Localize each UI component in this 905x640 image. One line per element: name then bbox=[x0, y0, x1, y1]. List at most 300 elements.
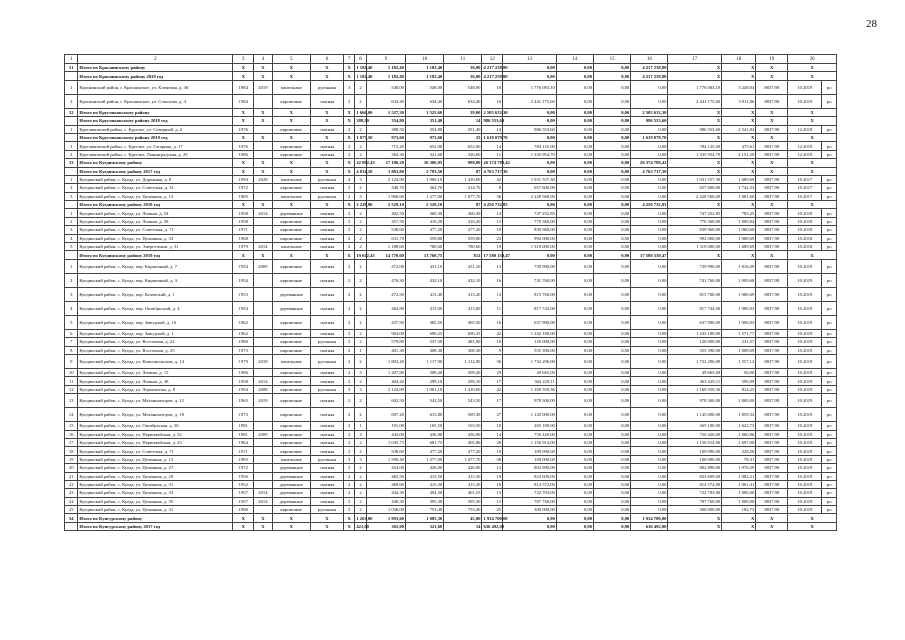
column-number: 6 bbox=[310, 55, 343, 64]
table-cell: 802 890,00 bbox=[668, 464, 722, 472]
table-cell: ро bbox=[822, 259, 837, 273]
table-cell: 8837,98 bbox=[756, 175, 788, 183]
table-cell: 472,50 bbox=[366, 287, 405, 301]
table-cell: 182,73 bbox=[722, 506, 756, 514]
table-cell: X bbox=[722, 133, 756, 141]
table-cell: 365,50 bbox=[444, 315, 482, 329]
table-cell: 410,20 bbox=[444, 217, 482, 225]
address-cell: Куединский район, с. Куеда, ул. Ленина, д. 54 bbox=[78, 209, 233, 217]
address-cell: Куединский район, с. Куеда, ул. Целинная, д. 13 bbox=[78, 192, 233, 200]
table-cell: 0,00 bbox=[594, 472, 631, 480]
table-cell: ро bbox=[822, 142, 837, 150]
table-cell: 8837,98 bbox=[756, 287, 788, 301]
table-cell: скатная bbox=[310, 184, 343, 192]
table-cell bbox=[254, 301, 273, 315]
table-cell: X bbox=[343, 72, 354, 80]
table-cell: 1 800,00 bbox=[722, 497, 756, 505]
table-cell: 8837,98 bbox=[756, 315, 788, 329]
table-cell: 0,00 bbox=[594, 142, 631, 150]
table-cell: 10 bbox=[65, 368, 78, 376]
table-cell: 2 bbox=[343, 354, 354, 368]
table-cell: 0,00 bbox=[594, 133, 631, 141]
table-cell: 10.2019 bbox=[788, 472, 822, 480]
table-cell: 1 077,70 bbox=[444, 455, 482, 463]
table-cell: 454,00 bbox=[366, 464, 405, 472]
table-cell: 0,00 bbox=[556, 430, 593, 438]
table-cell: 637 990,00 bbox=[503, 315, 557, 329]
table-cell: 2014 bbox=[254, 489, 273, 497]
table-cell: 365,00 bbox=[366, 522, 405, 530]
table-cell: 0,00 bbox=[556, 94, 593, 108]
table-cell: 1 590,40 bbox=[366, 455, 405, 463]
column-number: 4 bbox=[254, 55, 273, 64]
table-cell: 10.2018 bbox=[788, 243, 822, 251]
table-cell: 2 bbox=[343, 368, 354, 376]
table-cell: X bbox=[272, 201, 310, 209]
table-cell: 2 bbox=[343, 506, 354, 514]
table-cell: 1 619 079,70 bbox=[483, 135, 508, 141]
table-cell: 42 bbox=[482, 329, 503, 337]
address-cell: Куединский район, с. Куеда, ул. Целинная, д. 29 bbox=[78, 472, 233, 480]
table-cell: 351,40 bbox=[444, 125, 482, 133]
table-cell: 2 bbox=[343, 422, 354, 430]
table-cell: 8837,98 bbox=[756, 142, 788, 150]
column-number: 14 bbox=[556, 55, 593, 64]
table-cell: 395,30 bbox=[444, 497, 482, 505]
table-cell: 2 bbox=[343, 480, 354, 488]
table-cell: 8837,98 bbox=[756, 447, 788, 455]
table-cell: 2014 bbox=[254, 377, 273, 385]
table-cell: X bbox=[343, 108, 354, 116]
table-cell: 6 bbox=[65, 329, 78, 337]
table-cell: 964,00 bbox=[366, 329, 405, 337]
table-cell: X bbox=[756, 514, 788, 522]
table-cell: 2 bbox=[355, 301, 366, 315]
table-cell: 8837,98 bbox=[756, 455, 788, 463]
table-cell: 0,00 bbox=[594, 159, 631, 167]
table-cell: 1 732 296,00 bbox=[503, 354, 557, 368]
table-cell: ро bbox=[822, 489, 837, 497]
table-cell: 690,25 bbox=[444, 329, 482, 337]
table-cell: 1 931 557,30 bbox=[503, 175, 557, 183]
table-cell: 12.2019 bbox=[788, 142, 822, 150]
table-cell: 0,00 bbox=[594, 522, 631, 530]
table-cell: X bbox=[254, 167, 273, 175]
table-cell: 543,50 bbox=[405, 394, 443, 408]
table-cell: X bbox=[788, 64, 837, 72]
table-cell: 29 bbox=[482, 368, 503, 376]
table-cell: 978 300,00 bbox=[668, 394, 722, 408]
table-cell: 4 151,29 bbox=[722, 150, 756, 158]
table-cell: 0,00 bbox=[631, 184, 668, 192]
table-cell: 0,00 bbox=[631, 430, 668, 438]
table-cell: 0,00 bbox=[631, 480, 668, 488]
table-cell: 2 bbox=[355, 464, 366, 472]
table-cell: 0,00 bbox=[594, 430, 631, 438]
table-cell: 0,00 bbox=[631, 315, 668, 329]
column-number: 3 bbox=[233, 55, 254, 64]
table-cell: 18 bbox=[65, 447, 78, 455]
table-cell: 1981 bbox=[233, 422, 254, 430]
address-cell: Куединский район, с. Куеда, ул. Ленина, д. 58 bbox=[78, 217, 233, 225]
total-row bbox=[65, 201, 837, 209]
table-cell: X bbox=[343, 167, 354, 175]
table-cell: ро bbox=[822, 125, 837, 133]
table-cell: ро bbox=[822, 329, 837, 337]
table-cell: 10.2019 bbox=[788, 480, 822, 488]
table-cell: X bbox=[668, 167, 722, 175]
table-cell: 0,00 bbox=[556, 117, 593, 125]
table-cell: X bbox=[233, 514, 254, 522]
table-cell: 363 229,11 bbox=[503, 377, 557, 385]
table-cell: 1 960,60 bbox=[366, 192, 405, 200]
table-cell: 0,00 bbox=[594, 209, 631, 217]
table-cell: 1971 bbox=[233, 226, 254, 234]
table-cell: 469,60 bbox=[366, 480, 405, 488]
table-cell bbox=[65, 117, 78, 125]
table-cell: ро bbox=[822, 472, 837, 480]
table-cell: 0,00 bbox=[631, 175, 668, 183]
table-cell: 17 186,28 bbox=[366, 159, 405, 167]
table-cell bbox=[254, 150, 273, 158]
table-cell: X bbox=[668, 251, 722, 259]
table-cell: 4 217 258,80 bbox=[631, 72, 668, 80]
table-cell bbox=[254, 447, 273, 455]
table-cell: 0,00 bbox=[556, 243, 593, 251]
table-cell: 0,00 bbox=[556, 287, 593, 301]
table-cell: 120 000,00 bbox=[668, 338, 722, 346]
table-cell: 2 bbox=[65, 217, 78, 225]
table-cell: 0,00 bbox=[594, 226, 631, 234]
table-cell: 421,00 bbox=[356, 524, 369, 530]
table-cell: 465,50 bbox=[366, 472, 405, 480]
table-cell: 0,00 bbox=[594, 438, 631, 446]
table-cell: X bbox=[722, 64, 756, 72]
table-row bbox=[65, 430, 837, 438]
table-cell: 2 bbox=[355, 329, 366, 337]
table-cell: 1 bbox=[65, 125, 78, 133]
table-cell: 2 bbox=[355, 142, 366, 150]
table-cell: 395,30 bbox=[405, 497, 443, 505]
table-cell: X bbox=[668, 72, 722, 80]
table-row bbox=[65, 385, 837, 393]
table-cell: скатная bbox=[310, 315, 343, 329]
table-cell: 741 760,00 bbox=[503, 273, 557, 287]
table-cell: 0,00 bbox=[631, 506, 668, 514]
table-cell: 2 bbox=[355, 506, 366, 514]
table-row bbox=[65, 150, 837, 158]
table-cell: X bbox=[254, 108, 273, 116]
table-cell: кирпичные bbox=[272, 346, 310, 354]
table-cell: 457,50 bbox=[366, 217, 405, 225]
table-cell: 0,00 bbox=[556, 368, 593, 376]
table-cell: X bbox=[668, 522, 722, 530]
table-cell: 12 bbox=[482, 464, 503, 472]
table-cell: 0,00 bbox=[594, 80, 631, 94]
table-cell: X bbox=[788, 514, 837, 522]
table-cell: 163,50 bbox=[444, 422, 482, 430]
table-cell: рулонная bbox=[310, 385, 343, 393]
table-cell: 0,00 bbox=[556, 338, 593, 346]
table-cell: 2 bbox=[343, 150, 354, 158]
table-cell: 36,00 bbox=[444, 64, 482, 72]
table-cell: 657 600,00 bbox=[668, 184, 722, 192]
table-cell bbox=[65, 72, 78, 80]
table-cell: X bbox=[233, 167, 254, 175]
table-cell: 12.2019 bbox=[788, 150, 822, 158]
table-cell: 0,00 bbox=[556, 514, 593, 522]
table-cell: 10.2019 bbox=[788, 422, 822, 430]
table-cell: 0,00 bbox=[631, 259, 668, 273]
table-cell: X bbox=[310, 167, 343, 175]
table-cell: 1958 bbox=[233, 217, 254, 225]
table-cell: 8837,98 bbox=[756, 385, 788, 393]
table-cell: X bbox=[310, 201, 343, 209]
table-cell: 1 035,73 bbox=[366, 438, 405, 446]
table-cell: 12.2018 bbox=[788, 125, 822, 133]
table-cell: 1 980,69 bbox=[722, 234, 756, 242]
table-cell: 100 000,00 bbox=[668, 455, 722, 463]
table-cell: X bbox=[722, 167, 756, 175]
table-cell: 11 bbox=[482, 150, 503, 158]
table-cell: ро bbox=[822, 506, 837, 514]
table-cell: 0,00 bbox=[594, 497, 631, 505]
table-cell: 637 990,00 bbox=[668, 315, 722, 329]
table-cell: 109 090,00 bbox=[503, 447, 557, 455]
table-cell: ро bbox=[822, 430, 837, 438]
table-cell: 2 bbox=[343, 472, 354, 480]
address-cell: Куединский район, с. Куеда, пер. Кирпичный, д. 7 bbox=[78, 259, 233, 273]
table-cell: деревянные bbox=[272, 472, 310, 480]
table-cell: скатная bbox=[310, 438, 343, 446]
table-cell: 8837,98 bbox=[756, 489, 788, 497]
table-cell: 1958 bbox=[233, 209, 254, 217]
table-cell: скатная bbox=[310, 287, 343, 301]
table-cell: X bbox=[254, 117, 273, 125]
table-cell: 1 976,39 bbox=[722, 464, 756, 472]
table-cell: 579,80 bbox=[366, 338, 405, 346]
table-cell: 2 bbox=[343, 408, 354, 422]
table-cell: X bbox=[788, 108, 837, 116]
table-cell: 14 770,60 bbox=[366, 251, 405, 259]
table-cell: X bbox=[788, 159, 837, 167]
table-cell: 432,10 bbox=[405, 273, 443, 287]
table-cell: 543,50 bbox=[444, 394, 482, 408]
table-cell bbox=[254, 408, 273, 422]
table-cell: 16 bbox=[482, 315, 503, 329]
table-cell: кирпичные bbox=[272, 377, 310, 385]
table-cell: 2019 bbox=[254, 394, 273, 408]
table-cell: X bbox=[233, 64, 254, 72]
table-cell: 0,00 bbox=[594, 301, 631, 315]
table-cell: ро bbox=[822, 234, 837, 242]
table-cell: 0,00 bbox=[556, 301, 593, 315]
address-cell: Кругликовский район, с. Круглое, Ленинградская, д. 29 bbox=[78, 150, 233, 158]
table-cell: X bbox=[343, 514, 354, 522]
table-cell: 1 263,00 bbox=[356, 515, 373, 521]
table-cell: 2 bbox=[343, 430, 354, 438]
table-cell: 16 306,95 bbox=[405, 159, 443, 167]
table-cell: X bbox=[254, 201, 273, 209]
address-cell: Куединский район, с. Куеда, ул. Первомайская, д. 23 bbox=[78, 438, 233, 446]
table-cell: 14 bbox=[444, 522, 482, 530]
table-cell: 815 760,00 bbox=[503, 287, 557, 301]
table-cell: 770 360,00 bbox=[503, 217, 557, 225]
table-cell: 402,50 bbox=[366, 209, 405, 217]
address-cell: Итого по Кругликовскому району 2018 год bbox=[78, 117, 233, 125]
table-cell: 839 960,00 bbox=[668, 226, 722, 234]
table-cell: 1 808,09 bbox=[722, 346, 756, 354]
table-cell: 354,80 bbox=[366, 117, 405, 125]
table-cell: 1954 bbox=[233, 301, 254, 315]
table-cell: кирпичные bbox=[272, 447, 310, 455]
table-cell: 652,00 bbox=[405, 142, 443, 150]
table-cell: 437,50 bbox=[366, 315, 405, 329]
table-cell: X bbox=[788, 522, 837, 530]
table-cell: 321,60 bbox=[405, 150, 443, 158]
table-cell: 3 bbox=[65, 226, 78, 234]
table-cell: 1 169 559,36 bbox=[668, 385, 722, 393]
table-cell: X bbox=[343, 201, 354, 209]
table-cell: 0,00 bbox=[556, 497, 593, 505]
table-cell: 308,30 bbox=[444, 346, 482, 354]
table-cell: 7 bbox=[65, 338, 78, 346]
table-cell: 0,00 bbox=[556, 150, 593, 158]
table-cell: 17 580 339,47 bbox=[631, 251, 668, 259]
table-cell: 657 600,00 bbox=[503, 184, 557, 192]
table-cell bbox=[254, 287, 273, 301]
table-cell bbox=[254, 226, 273, 234]
table-cell: скатная bbox=[310, 346, 343, 354]
table-cell: кирпичные bbox=[272, 385, 310, 393]
table-cell: 401,30 bbox=[366, 346, 405, 354]
table-cell: 2 bbox=[343, 217, 354, 225]
table-cell: 2 bbox=[343, 346, 354, 354]
table-cell: 0,00 bbox=[556, 438, 593, 446]
table-cell: 1 182,40 bbox=[405, 72, 443, 80]
table-cell: 0,00 bbox=[594, 385, 631, 393]
table-cell: 24 bbox=[65, 497, 78, 505]
table-cell: 509,20 bbox=[444, 368, 482, 376]
column-number: 7 bbox=[343, 55, 354, 64]
table-cell: 1954 bbox=[233, 273, 254, 287]
table-cell: 17 bbox=[482, 394, 503, 408]
table-cell: 2 bbox=[355, 287, 366, 301]
table-cell: X bbox=[788, 201, 837, 209]
table-cell: 36 bbox=[482, 192, 503, 200]
total-row bbox=[65, 522, 837, 530]
table-cell: 973,60 bbox=[405, 133, 443, 141]
table-cell: рулонная bbox=[310, 455, 343, 463]
table-row bbox=[65, 273, 837, 287]
table-cell: 0,00 bbox=[594, 217, 631, 225]
address-cell: Куединский район, с. Куеда, ул. Первомайская, д. 52 bbox=[78, 430, 233, 438]
address-cell: Куединский район, с. Куеда, ул. Дорожная, д. 8 bbox=[78, 175, 233, 183]
table-cell: 1 277,00 bbox=[405, 192, 443, 200]
table-cell: 2 bbox=[343, 338, 354, 346]
table-cell: X bbox=[668, 108, 722, 116]
table-cell: рулонная bbox=[310, 175, 343, 183]
table-cell: 747 252,85 bbox=[503, 209, 557, 217]
table-cell: 548,00 bbox=[444, 80, 482, 94]
address-cell: Куединский район, с. Куеда, ул. Комсомольская, д. 14 bbox=[78, 354, 233, 368]
table-cell: скатная bbox=[310, 422, 343, 430]
table-cell: 363 229,11 bbox=[668, 377, 722, 385]
table-cell: 973,60 bbox=[366, 133, 405, 141]
table-cell: 0,00 bbox=[594, 346, 631, 354]
table-cell: 0,00 bbox=[556, 472, 593, 480]
table-cell: 365,50 bbox=[405, 315, 443, 329]
table-cell: 538,60 bbox=[366, 226, 405, 234]
table-row bbox=[65, 209, 837, 217]
table-cell: 436,90 bbox=[444, 430, 482, 438]
table-cell: 2 bbox=[343, 142, 354, 150]
table-cell: 10.2019 bbox=[788, 438, 822, 446]
table-cell: 10.2019 bbox=[788, 489, 822, 497]
table-cell: 0,00 bbox=[556, 385, 593, 393]
table-cell: X bbox=[756, 72, 788, 80]
table-cell: 13 bbox=[482, 489, 503, 497]
table-cell: 413,20 bbox=[444, 287, 482, 301]
address-cell: Куединский район, с. Куеда, пер. Кочевский, д. 1 bbox=[78, 287, 233, 301]
table-cell: 388,50 bbox=[366, 125, 405, 133]
table-cell: X bbox=[272, 514, 310, 522]
table-cell: 23 bbox=[482, 234, 503, 242]
table-cell: 1 077,70 bbox=[444, 192, 482, 200]
table-cell: X bbox=[272, 64, 310, 72]
table-cell: 2 505 633,30 bbox=[483, 109, 508, 115]
table-cell: 1 169 559,36 bbox=[503, 385, 557, 393]
table-cell: ро bbox=[822, 377, 837, 385]
table-cell: 0,00 bbox=[631, 447, 668, 455]
table-cell: 1957 bbox=[233, 497, 254, 505]
table-cell: 0,00 bbox=[594, 243, 631, 251]
table-cell: 0,00 bbox=[594, 108, 631, 116]
table-cell: 431,10 bbox=[405, 259, 443, 273]
table-cell: 42 bbox=[482, 385, 503, 393]
table-cell: 1 809,84 bbox=[722, 217, 756, 225]
table-cell: 2 bbox=[343, 259, 354, 273]
table-cell: 0,00 bbox=[556, 346, 593, 354]
table-cell: 19 bbox=[482, 447, 503, 455]
table-cell: X bbox=[310, 522, 343, 530]
table-cell: 36 bbox=[482, 455, 503, 463]
table-row bbox=[65, 226, 837, 234]
table-cell: 364,30 bbox=[366, 150, 405, 158]
table-cell: панельные bbox=[272, 80, 310, 94]
address-cell: Итого по Куединскому району 2019 год bbox=[78, 251, 233, 259]
table-cell: X bbox=[722, 251, 756, 259]
table-cell: 360,30 bbox=[405, 209, 443, 217]
table-cell: X bbox=[756, 167, 788, 175]
table-cell: 4 250 732,85 bbox=[483, 202, 508, 208]
table-cell: X bbox=[272, 117, 310, 125]
table-cell: 10.2018 bbox=[788, 209, 822, 217]
table-cell: 4 250 732,85 bbox=[631, 201, 668, 209]
table-cell: 4 bbox=[65, 234, 78, 242]
table-cell: 8837,98 bbox=[756, 301, 788, 315]
table-cell: ро bbox=[822, 150, 837, 158]
table-row bbox=[65, 408, 837, 422]
table-cell: 753,40 bbox=[405, 506, 443, 514]
table-row bbox=[65, 175, 837, 183]
table-cell: 436,90 bbox=[405, 430, 443, 438]
table-cell: 8837,98 bbox=[756, 430, 788, 438]
table-cell: 509,20 bbox=[405, 368, 443, 376]
table-cell: 0,00 bbox=[556, 506, 593, 514]
table-cell: 802 890,00 bbox=[503, 464, 557, 472]
table-cell: 0,00 bbox=[556, 175, 593, 183]
